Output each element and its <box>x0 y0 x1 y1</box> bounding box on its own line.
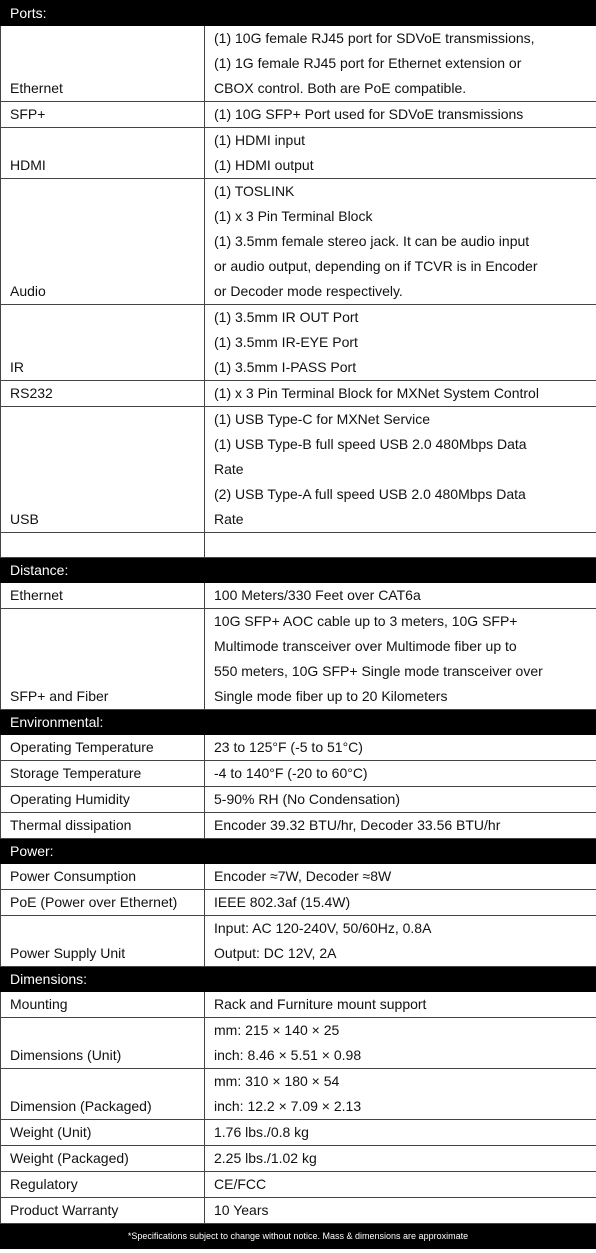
spec-label: Weight (Unit) <box>1 1120 205 1146</box>
spec-row <box>1 1069 596 1120</box>
spec-row <box>1 179 596 305</box>
spec-row <box>1 102 596 128</box>
spec-value <box>205 1018 596 1069</box>
spec-row <box>1 1172 596 1198</box>
spec-label: Storage Temperature <box>1 761 205 787</box>
spec-label: Thermal dissipation <box>1 813 205 839</box>
spec-value-line: 1.76 lbs./0.8 kg <box>214 1124 309 1140</box>
spec-value-line: (1) TOSLINK <box>214 183 295 199</box>
spec-label: USB <box>1 407 205 533</box>
spec-value-line: 5-90% RH (No Condensation) <box>214 791 400 807</box>
spec-value-line: or audio output, depending on if TCVR is in Encoder <box>214 258 538 274</box>
spec-row <box>1 813 596 839</box>
spec-value <box>205 890 596 916</box>
spec-table-body <box>1 1 596 1224</box>
spec-value-line: (1) x 3 Pin Terminal Block <box>214 208 373 224</box>
spec-label: Ethernet <box>1 26 205 102</box>
spec-label: RS232 <box>1 381 205 407</box>
spec-row <box>1 128 596 179</box>
spec-row <box>1 992 596 1018</box>
spec-value <box>205 128 596 179</box>
spec-row <box>1 787 596 813</box>
spec-label: IR <box>1 305 205 381</box>
spec-value <box>205 381 596 407</box>
spec-value <box>205 1198 596 1224</box>
spacer-row <box>1 533 596 558</box>
spec-value-line: (1) 1G female RJ45 port for Ethernet extension or <box>214 55 522 71</box>
spec-value <box>205 735 596 761</box>
spec-row <box>1 381 596 407</box>
section-header <box>1 967 596 992</box>
spec-value <box>205 864 596 890</box>
spec-value-line: Output: DC 12V, 2A <box>214 945 337 961</box>
spec-value <box>205 179 596 305</box>
spec-value-line: (2) USB Type-A full speed USB 2.0 480Mbps Data <box>214 486 526 502</box>
spec-value-line: (1) x 3 Pin Terminal Block for MXNet System Control <box>214 385 539 401</box>
spec-value <box>205 305 596 381</box>
spec-value-line: Rate <box>214 461 244 477</box>
spec-label: Mounting <box>1 992 205 1018</box>
spec-label: Product Warranty <box>1 1198 205 1224</box>
spec-value-line: (1) HDMI output <box>214 157 314 173</box>
spec-value <box>205 813 596 839</box>
spec-row <box>1 1146 596 1172</box>
spec-value-line: (1) 3.5mm IR-EYE Port <box>214 334 358 350</box>
spec-value-line: Encoder 39.32 BTU/hr, Decoder 33.56 BTU/hr <box>214 817 501 833</box>
spec-value-line: 100 Meters/330 Feet over CAT6a <box>214 587 421 603</box>
spec-label: Dimension (Packaged) <box>1 1069 205 1120</box>
spec-value-line: Encoder ≈7W, Decoder ≈8W <box>214 868 392 884</box>
spec-value <box>205 761 596 787</box>
spec-label: Weight (Packaged) <box>1 1146 205 1172</box>
spec-label: Ethernet <box>1 583 205 609</box>
spec-row <box>1 890 596 916</box>
spec-value-line: Multimode transceiver over Multimode fiber up to <box>214 638 517 654</box>
spec-value-line: (1) 3.5mm female stereo jack. It can be audio input <box>214 233 530 249</box>
spec-value <box>205 26 596 102</box>
footer-note: *Specifications subject to change without notice. Mass & dimensions are approximate <box>0 1224 596 1249</box>
spec-label: Regulatory <box>1 1172 205 1198</box>
spec-row <box>1 609 596 710</box>
spec-label: Power Consumption <box>1 864 205 890</box>
spec-value-line: Single mode fiber up to 20 Kilometers <box>214 688 448 704</box>
section-title: Dimensions: <box>1 967 596 992</box>
spec-value <box>205 992 596 1018</box>
section-title: Environmental: <box>1 710 596 735</box>
section-header <box>1 558 596 583</box>
spec-row <box>1 305 596 381</box>
spec-value <box>205 916 596 967</box>
spec-label: Audio <box>1 179 205 305</box>
spec-label: Dimensions (Unit) <box>1 1018 205 1069</box>
spec-value <box>205 533 596 558</box>
section-title: Power: <box>1 839 596 864</box>
spec-value <box>205 407 596 533</box>
spec-value-line: (1) 10G SFP+ Port used for SDVoE transmissions <box>214 106 524 122</box>
spec-value <box>205 1146 596 1172</box>
spec-value <box>205 1069 596 1120</box>
spec-value <box>205 102 596 128</box>
section-header <box>1 839 596 864</box>
spec-row <box>1 761 596 787</box>
spec-value <box>205 583 596 609</box>
spec-value-line: inch: 8.46 × 5.51 × 0.98 <box>214 1047 362 1063</box>
section-title: Ports: <box>1 1 596 26</box>
spec-value-line: mm: 215 × 140 × 25 <box>214 1022 340 1038</box>
spec-row <box>1 916 596 967</box>
section-title: Distance: <box>1 558 596 583</box>
spec-label: Power Supply Unit <box>1 916 205 967</box>
spec-label: SFP+ and Fiber <box>1 609 205 710</box>
spec-row <box>1 864 596 890</box>
spec-value-line: (1) 3.5mm I-PASS Port <box>214 359 357 375</box>
spec-value <box>205 787 596 813</box>
spec-label: Operating Humidity <box>1 787 205 813</box>
spec-value-line: (1) 3.5mm IR OUT Port <box>214 309 359 325</box>
spec-value-line: 10 Years <box>214 1202 269 1218</box>
spec-row <box>1 1120 596 1146</box>
spec-value-line: (1) USB Type-C for MXNet Service <box>214 411 431 427</box>
spec-label: SFP+ <box>1 102 205 128</box>
spec-value-line: 23 to 125°F (-5 to 51°C) <box>214 739 363 755</box>
spec-value-line: or Decoder mode respectively. <box>214 283 403 299</box>
spec-value-line: 10G SFP+ AOC cable up to 3 meters, 10G SFP+ <box>214 613 518 629</box>
spec-label <box>1 533 205 558</box>
spec-value-line: (1) 10G female RJ45 port for SDVoE transmissions, <box>214 30 535 46</box>
spec-value-line: -4 to 140°F (-20 to 60°C) <box>214 765 368 781</box>
spec-value-line: Rate <box>214 511 244 527</box>
spec-row <box>1 583 596 609</box>
spec-value-line: Rack and Furniture mount support <box>214 996 427 1012</box>
spec-label: PoE (Power over Ethernet) <box>1 890 205 916</box>
spec-row <box>1 26 596 102</box>
spec-value-line: inch: 12.2 × 7.09 × 2.13 <box>214 1098 362 1114</box>
spec-value <box>205 1172 596 1198</box>
spec-value-line: Input: AC 120-240V, 50/60Hz, 0.8A <box>214 920 432 936</box>
spec-value-line: (1) HDMI input <box>214 132 306 148</box>
spec-label: HDMI <box>1 128 205 179</box>
spec-row <box>1 1198 596 1224</box>
spec-row <box>1 735 596 761</box>
spec-value-line: CBOX control. Both are PoE compatible. <box>214 80 467 96</box>
section-header <box>1 1 596 26</box>
spec-value <box>205 609 596 710</box>
spec-label: Operating Temperature <box>1 735 205 761</box>
spec-value-line: IEEE 802.3af (15.4W) <box>214 894 351 910</box>
spec-value <box>205 1120 596 1146</box>
spec-value-line: CE/FCC <box>214 1176 267 1192</box>
spec-value-line: mm: 310 × 180 × 54 <box>214 1073 340 1089</box>
spec-value-line: 2.25 lbs./1.02 kg <box>214 1150 317 1166</box>
spec-value-line: 550 meters, 10G SFP+ Single mode transceiver over <box>214 663 543 679</box>
spec-row <box>1 1018 596 1069</box>
section-header <box>1 710 596 735</box>
spec-row <box>1 407 596 533</box>
spec-value-line: (1) USB Type-B full speed USB 2.0 480Mbps Data <box>214 436 527 452</box>
